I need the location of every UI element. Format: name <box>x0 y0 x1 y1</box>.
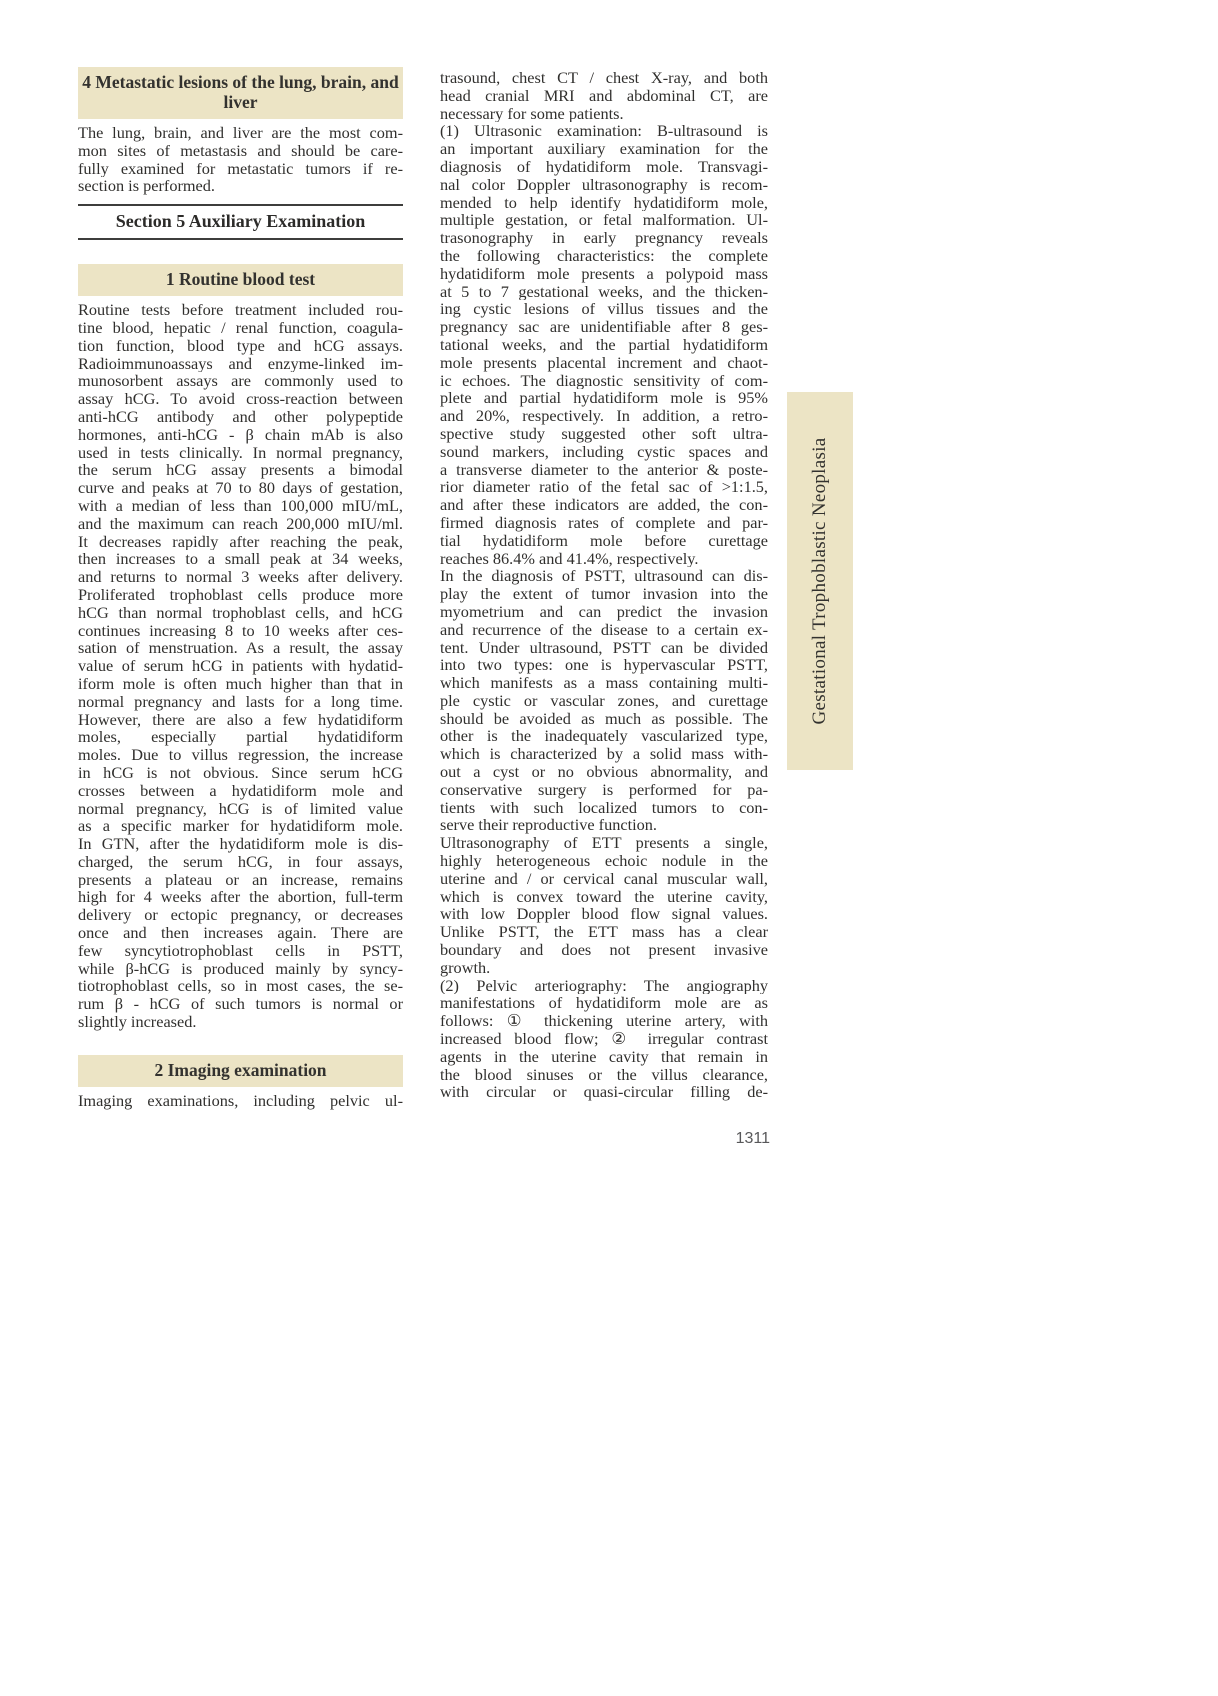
heading-line: 1 Routine blood test <box>165 269 316 290</box>
paragraph <box>78 1092 403 1110</box>
text-line: in hCG is not obvious. Since serum hCG <box>78 763 403 782</box>
text-line: plete and partial hydatidiform mole is 95% <box>440 389 768 408</box>
text-line: sation of menstruation. As a result, the assay <box>78 639 403 658</box>
text-line: slightly increased. <box>78 1013 197 1031</box>
text-line: iform mole is often much higher than that in <box>78 674 403 693</box>
text-line: Radioimmunoassays and enzyme-linked im- <box>78 354 403 373</box>
section-heading-box <box>78 264 403 296</box>
heading-line: 2 Imaging examination <box>154 1059 327 1080</box>
text-line: head cranial MRI and abdominal CT, are <box>440 86 768 105</box>
text-line: which is convex toward the uterine cavity, <box>440 887 768 906</box>
text-line: ing cystic lesions of villus tissues and the <box>440 300 768 319</box>
text-line: value of serum hCG in patients with hydatid- <box>78 657 403 675</box>
text-line: trasonography in early pregnancy reveals <box>440 229 768 247</box>
text-line: myometrium and can predict the invasion <box>440 602 768 621</box>
text-line: spective study suggested other soft ultra- <box>440 424 768 443</box>
text-line: with low Doppler blood flow signal values. <box>440 905 768 924</box>
text-line: presents a plateau or an increase, remains <box>78 870 403 889</box>
text-line: nal color Doppler ultrasonography is recom- <box>440 175 768 194</box>
text-line: ple cystic or vascular zones, and curettage <box>440 691 768 710</box>
text-line: follows: ① thickening uterine artery, with <box>440 1012 768 1031</box>
text-line: the blood sinuses or the villus clearance, <box>440 1065 768 1084</box>
left-column <box>78 67 403 1110</box>
text-line: highly heterogeneous echoic nodule in the <box>440 852 768 870</box>
text-line: with circular or quasi-circular filling de- <box>440 1083 768 1102</box>
text-line: and 20%, respectively. In addition, a retro- <box>440 407 768 425</box>
text-line: necessary for some patients. <box>440 104 624 123</box>
text-line: moles, especially partial hydatidiform <box>78 728 403 747</box>
right-column <box>440 69 768 1101</box>
text-line: In the diagnosis of PSTT, ultrasound can dis- <box>440 567 768 586</box>
text-line: and after these indicators are added, the con- <box>440 496 768 514</box>
text-line: firmed diagnosis rates of complete and par- <box>440 513 768 532</box>
section-heading-box <box>78 1055 403 1087</box>
text-line: an important auxiliary examination for the <box>440 140 768 158</box>
text-line: manifestations of hydatidiform mole are as <box>440 994 768 1013</box>
paragraph <box>440 567 768 834</box>
text-line: reaches 86.4% and 41.4%, respectively. <box>440 549 699 568</box>
text-line: moles. Due to villus regression, the increase <box>78 746 403 764</box>
text-line: crosses between a hydatidiform mole and <box>78 781 403 800</box>
text-line: few syncytiotrophoblast cells in PSTT, <box>78 941 403 960</box>
text-line: should be avoided as much as possible. The <box>440 709 768 728</box>
text-line: curve and peaks at 70 to 80 days of gestation, <box>78 479 403 497</box>
text-line: high for 4 weeks after the abortion, full-term <box>78 888 403 907</box>
text-line: Proliferated trophoblast cells produce more <box>78 585 403 604</box>
text-line: then increases to a small peak at 34 weeks, <box>78 550 403 569</box>
text-line: play the extent of tumor invasion into the <box>440 585 768 603</box>
paragraph <box>78 124 403 195</box>
text-line: assay hCG. To avoid cross-reaction between <box>78 390 403 408</box>
text-line: the following characteristics: the complete <box>440 246 768 265</box>
text-line: the serum hCG assay presents a bimodal <box>78 461 403 480</box>
text-line: and returns to normal 3 weeks after delivery. <box>78 568 403 586</box>
text-line: with a median of less than 100,000 mIU/mL, <box>78 496 403 515</box>
text-line: normal pregnancy, hCG is of limited value <box>78 799 403 818</box>
text-line: normal pregnancy and lasts for a long time. <box>78 692 403 711</box>
text-line: However, there are also a few hydatidiform <box>78 710 403 729</box>
text-line: out a cyst or no obvious abnormality, and <box>440 763 768 781</box>
text-line: hydatidiform mole presents a polypoid mass <box>440 264 768 283</box>
paragraph <box>440 122 768 567</box>
text-line: tent. Under ultrasound, PSTT can be divided <box>440 638 768 657</box>
text-line: Imaging examinations, including pelvic ul- <box>78 1091 403 1110</box>
text-line: rior diameter ratio of the fetal sac of >1:1.5, <box>440 478 768 497</box>
text-line: The lung, brain, and liver are the most com- <box>78 124 403 142</box>
text-line: tion function, blood type and hCG assays. <box>78 336 403 355</box>
text-line: tial hydatidiform mole before curettage <box>440 531 768 550</box>
heading-line: liver <box>223 92 258 112</box>
section-heading-box <box>78 67 403 119</box>
text-line: ic echoes. The diagnostic sensitivity of com- <box>440 371 768 390</box>
text-line: uterine and / or cervical canal muscular wall, <box>440 869 768 888</box>
text-line: tine blood, hepatic / renal function, coagula- <box>78 318 403 337</box>
text-line: as a specific marker for hydatidiform mole. <box>78 817 403 836</box>
section-title: Section 5 Auxiliary Examination <box>78 204 403 240</box>
text-line: anti-hCG antibody and other polypeptide <box>78 407 403 426</box>
text-line: tational weeks, and the partial hydatidiform <box>440 335 768 354</box>
heading-line: 4 Metastatic lesions of the lung, brain, and <box>82 72 399 92</box>
text-line: Routine tests before treatment included rou- <box>78 301 403 319</box>
paragraph <box>78 301 403 1031</box>
text-line: hCG than normal trophoblast cells, and hCG <box>78 603 403 622</box>
text-line: munosorbent assays are commonly used to <box>78 372 403 391</box>
text-line: into two types: one is hypervascular PSTT, <box>440 656 768 675</box>
paragraph <box>440 834 768 976</box>
text-line: Unlike PSTT, the ETT mass has a clear <box>440 923 768 942</box>
text-line: which is characterized by a solid mass with- <box>440 745 768 764</box>
page-number: 1311 <box>735 1130 770 1147</box>
text-line: which manifests as a mass containing multi- <box>440 674 768 692</box>
text-line: used in tests clinically. In normal pregnancy, <box>78 443 403 462</box>
text-line: mended to help identify hydatidiform mole, <box>440 193 768 212</box>
text-line: charged, the serum hCG, in four assays, <box>78 852 403 871</box>
text-line: sound markers, including cystic spaces and <box>440 442 768 461</box>
text-line: fully examined for metastatic tumors if re- <box>78 159 403 178</box>
text-line: serve their reproductive function. <box>440 816 657 835</box>
text-line: growth. <box>440 958 491 977</box>
text-line: Ultrasonography of ETT presents a single, <box>440 834 768 853</box>
text-line: mole presents placental increment and chaot- <box>440 353 768 372</box>
text-line: diagnosis of hydatidiform mole. Transvagi- <box>440 157 768 176</box>
text-line: conservative surgery is performed for pa- <box>440 780 768 799</box>
text-line: rum β - hCG of such tumors is normal or <box>78 995 403 1014</box>
text-line: multiple gestation, or fetal malformation. Ul- <box>440 211 768 230</box>
text-line: once and then increases again. There are <box>78 924 403 942</box>
text-line: and the maximum can reach 200,000 mIU/ml. <box>78 514 403 533</box>
text-line: agents in the uterine cavity that remain in <box>440 1047 768 1066</box>
text-line: while β-hCG is produced mainly by syncy- <box>78 959 403 978</box>
text-line: continues increasing 8 to 10 weeks after ces- <box>78 621 403 640</box>
text-line: section is performed. <box>78 177 215 196</box>
text-line: delivery or ectopic pregnancy, or decreases <box>78 906 403 925</box>
text-line: pregnancy sac are unidentifiable after 8 ges- <box>440 318 768 336</box>
text-line: boundary and does not present invasive <box>440 941 768 959</box>
text-line: a transverse diameter to the anterior & poste- <box>440 460 768 479</box>
text-line: hormones, anti-hCG - β chain mAb is also <box>78 425 403 444</box>
text-line: In GTN, after the hydatidiform mole is dis- <box>78 835 403 853</box>
text-line: tients with such localized tumors to con- <box>440 798 768 817</box>
text-line: tiotrophoblast cells, so in most cases, the se- <box>78 977 403 996</box>
text-line: (1) Ultrasonic examination: B-ultrasound is <box>440 122 768 141</box>
text-line: mon sites of metastasis and should be care- <box>78 141 403 160</box>
text-line: trasound, chest CT / chest X-ray, and both <box>440 69 768 87</box>
text-line: (2) Pelvic arteriography: The angiography <box>440 976 768 995</box>
sidebar-label: Gestational Trophoblastic Neoplasia <box>809 437 830 725</box>
text-line: and recurrence of the disease to a certain ex- <box>440 620 768 639</box>
text-line: It decreases rapidly after reaching the peak, <box>78 532 403 551</box>
paragraph <box>440 977 768 1102</box>
text-line: increased blood flow; ② irregular contrast <box>440 1030 768 1048</box>
text-line: at 5 to 7 gestational weeks, and the thicken- <box>440 282 768 301</box>
sidebar-tab <box>787 392 853 770</box>
text-line: other is the inadequately vascularized type, <box>440 727 768 746</box>
paragraph <box>440 69 768 122</box>
